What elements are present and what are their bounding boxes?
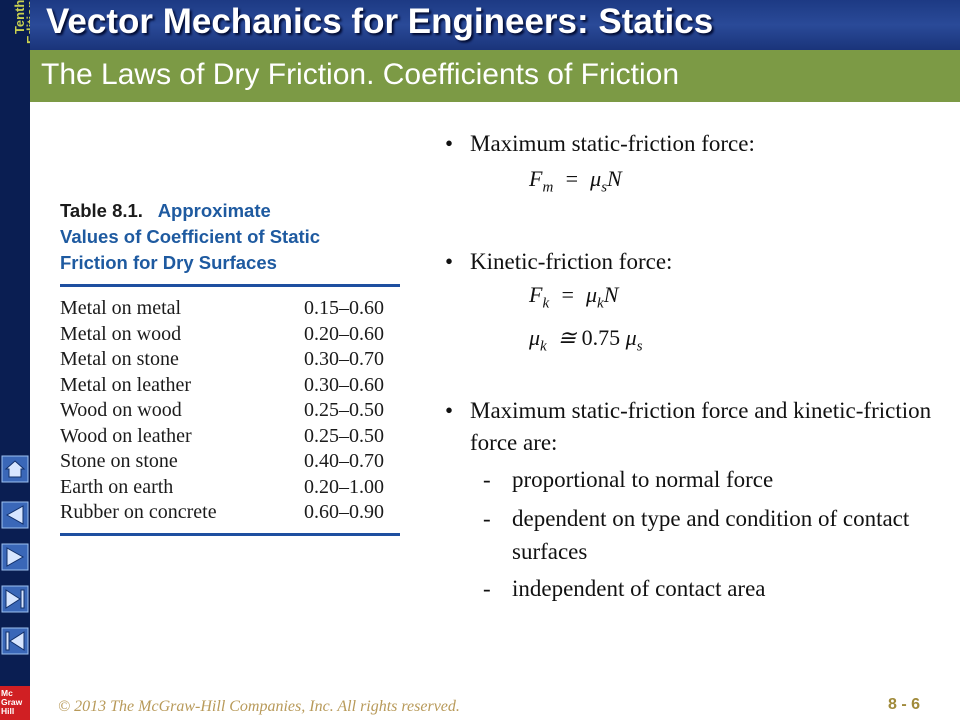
coefficient-cell: 0.40–0.70 [304, 450, 384, 472]
friction-table [60, 198, 400, 536]
material-cell: Earth on earth [60, 475, 174, 498]
subtitle-bar [30, 50, 960, 102]
previous-icon[interactable] [0, 498, 30, 532]
edition-label [0, 0, 30, 56]
coefficient-cell: 0.20–0.60 [304, 322, 384, 345]
table-bottom-rule [60, 533, 400, 536]
bullet-kinetic-friction: • Kinetic-friction force: [445, 246, 945, 278]
table-row [60, 425, 400, 451]
title-bar [30, 0, 960, 50]
table-row [60, 348, 400, 374]
table-caption-line3: Friction for Dry Surfaces [60, 252, 277, 273]
material-cell: Metal on wood [60, 322, 182, 345]
material-cell: Metal on stone [60, 348, 179, 370]
material-cell: Wood on wood [60, 399, 182, 421]
coefficient-cell: 0.25–0.50 [304, 399, 384, 421]
first-icon[interactable] [0, 624, 30, 658]
coefficient-cell: 0.60–0.90 [304, 501, 384, 523]
sub-item-independent: - independent of contact area [445, 572, 945, 605]
formula-static-max: $F_m = \mu_sN$ [529, 166, 622, 196]
material-cell: Metal on metal [60, 297, 182, 319]
coefficient-cell: 0.30–0.70 [304, 348, 384, 370]
table-row [60, 450, 400, 476]
table-row [60, 399, 400, 425]
table-top-rule [60, 284, 400, 287]
table-row [60, 374, 400, 400]
table-row [60, 501, 400, 527]
edition-text: Tenth [12, 0, 27, 35]
table-row [60, 297, 400, 323]
material-cell: Stone on stone [60, 450, 178, 472]
bullet-list [445, 128, 945, 605]
table-row [60, 476, 400, 502]
table-rows [60, 297, 400, 527]
table-caption-line1: Approximate [157, 200, 271, 221]
sub-item-proportional: - proportional to normal force [445, 463, 945, 496]
last-icon[interactable] [0, 582, 30, 616]
table-row [60, 323, 400, 349]
coefficient-cell: 0.25–0.50 [304, 424, 384, 447]
table-caption-line2: Values of Coefficient of Static [60, 226, 321, 247]
material-cell: Rubber on concrete [60, 501, 217, 523]
bullet-static-friction: • Maximum static-friction force: [445, 128, 945, 160]
table-label: Table 8.1. [60, 200, 143, 221]
table-caption [60, 198, 400, 276]
coefficient-cell: 0.20–1.00 [304, 475, 384, 498]
coefficient-cell: 0.30–0.60 [304, 373, 384, 396]
mcgraw-hill-logo: Mc Graw Hill [0, 686, 30, 720]
bullet-properties: • Maximum static-friction force and kinetic-friction force are: [445, 395, 945, 459]
copyright-text: © 2013 The McGraw-Hill Companies, Inc. All rights reserved. [58, 698, 460, 715]
coefficient-cell: 0.15–0.60 [304, 297, 384, 319]
next-icon[interactable] [0, 540, 30, 574]
page-number: 8 - 6 [888, 696, 921, 713]
home-icon[interactable] [0, 452, 30, 486]
formula-kinetic-coefficient: $\mu_k$ ≅ 0.75 $\mu_s$ [529, 324, 643, 355]
material-cell: Metal on leather [60, 373, 192, 396]
material-cell: Wood on leather [60, 424, 192, 447]
book-title: Vector Mechanics for Engineers: Statics [46, 2, 714, 41]
sub-item-dependent: - dependent on type and condition of contact surfaces [445, 502, 945, 568]
formula-kinetic-force: $F_k = \mu_kN$ [529, 282, 619, 312]
slide-title: The Laws of Dry Friction. Coefficients of Friction [41, 58, 679, 91]
